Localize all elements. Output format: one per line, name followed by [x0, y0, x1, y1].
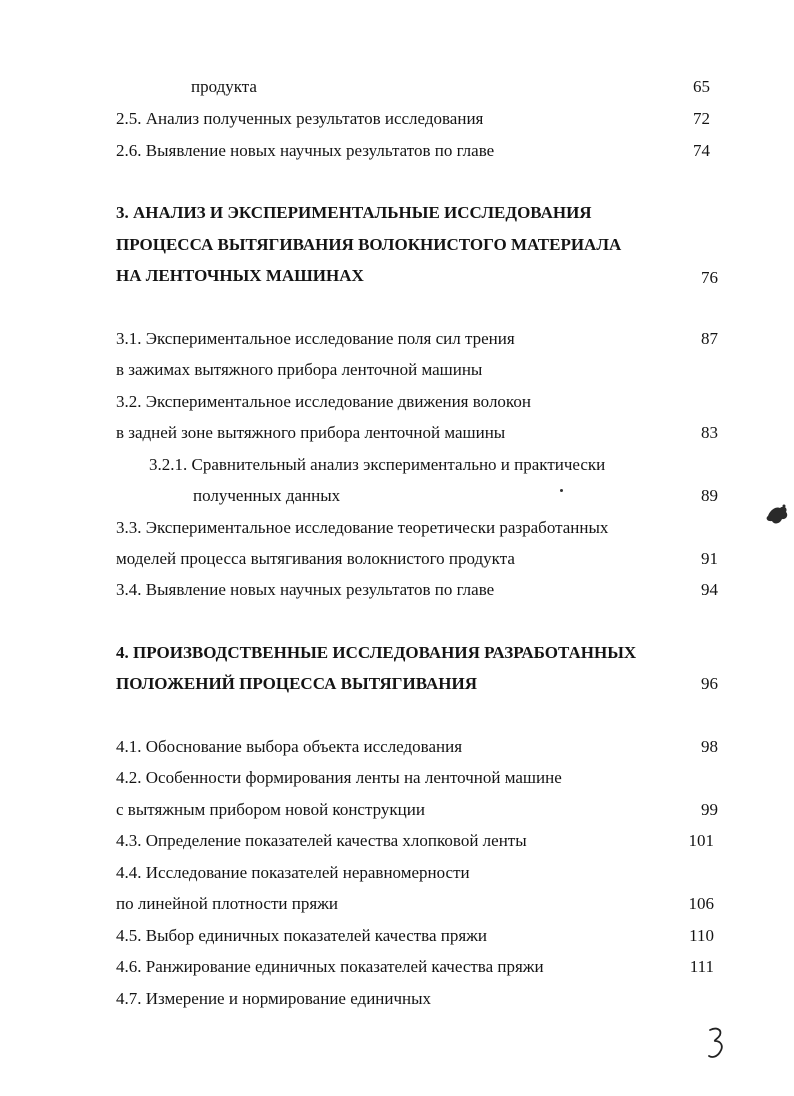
toc-page-number: 76: [701, 268, 718, 287]
toc-entry-3-2-1: полученных данных: [193, 486, 341, 505]
toc-entry-2-5: 2.5. Анализ полученных результатов исследования: [116, 109, 484, 128]
toc-page-number: 99: [701, 800, 718, 819]
toc-page-number: 106: [688, 894, 714, 913]
toc-page-number: 65: [693, 77, 710, 96]
toc-entry-3-3: моделей процесса вытягивания волокнистого продукта: [116, 549, 515, 568]
toc-page-number: 94: [701, 580, 718, 599]
chapter-3-heading: ПРОЦЕССА ВЫТЯГИВАНИЯ ВОЛОКНИСТОГО МАТЕРИАЛА: [116, 235, 622, 254]
toc-entry-3-3: 3.3. Экспериментальное исследование теоретически разработанных: [116, 518, 609, 537]
toc-page-number: 110: [689, 926, 714, 945]
toc-entry-3-4: 3.4. Выявление новых научных результатов по главе: [116, 580, 495, 599]
toc-entry-4-1: 4.1. Обоснование выбора объекта исследования: [116, 737, 463, 756]
toc-entry-text: продукта: [191, 77, 257, 96]
toc-entry-4-3: 4.3. Определение показателей качества хлопковой ленты: [116, 831, 527, 850]
toc-page-number: 91: [701, 549, 718, 568]
toc-page-number: 89: [701, 486, 718, 505]
ink-blot-mark: [764, 502, 790, 528]
toc-entry-4-4: 4.4. Исследование показателей неравномерности: [116, 863, 470, 882]
toc-page-number: 98: [701, 737, 718, 756]
speck-mark: [560, 489, 563, 492]
chapter-4-heading: 4. ПРОИЗВОДСТВЕННЫЕ ИССЛЕДОВАНИЯ РАЗРАБОТАННЫХ: [116, 643, 637, 662]
toc-entry-4-4: по линейной плотности пряжи: [116, 894, 339, 913]
toc-entry-3-2-1: 3.2.1. Сравнительный анализ экспериментально и практически: [149, 455, 606, 474]
toc-page-number: 111: [689, 957, 714, 976]
toc-page-number: 96: [701, 674, 718, 693]
handwritten-page-number: [706, 1026, 728, 1060]
toc-entry-3-1: 3.1. Экспериментальное исследование поля сил трения: [116, 329, 515, 348]
toc-entry-2-6: 2.6. Выявление новых научных результатов по главе: [116, 141, 495, 160]
toc-page-number: 72: [693, 109, 710, 128]
toc-entry-4-2: 4.2. Особенности формирования ленты на ленточной машине: [116, 768, 562, 787]
toc-page-number: 83: [701, 423, 718, 442]
toc-entry-4-2: с вытяжным прибором новой конструкции: [116, 800, 425, 819]
toc-entry-3-1: в зажимах вытяжного прибора ленточной машины: [116, 360, 483, 379]
toc-page-number: 74: [693, 141, 710, 160]
toc-entry-4-5: 4.5. Выбор единичных показателей качества пряжи: [116, 926, 488, 945]
chapter-3-heading: НА ЛЕНТОЧНЫХ МАШИНАХ: [116, 266, 364, 285]
toc-entry-3-2: в задней зоне вытяжного прибора ленточной машины: [116, 423, 506, 442]
toc-entry-4-6: 4.6. Ранжирование единичных показателей качества пряжи: [116, 957, 544, 976]
toc-entry-3-2: 3.2. Экспериментальное исследование движения волокон: [116, 392, 531, 411]
toc-page-number: 101: [688, 831, 714, 850]
chapter-3-heading: 3. АНАЛИЗ И ЭКСПЕРИМЕНТАЛЬНЫЕ ИССЛЕДОВАНИЯ: [116, 203, 592, 222]
toc-page-number: 87: [701, 329, 718, 348]
toc-entry-4-7: 4.7. Измерение и нормирование единичных: [116, 989, 432, 1008]
chapter-4-heading: ПОЛОЖЕНИЙ ПРОЦЕССА ВЫТЯГИВАНИЯ: [116, 674, 477, 693]
